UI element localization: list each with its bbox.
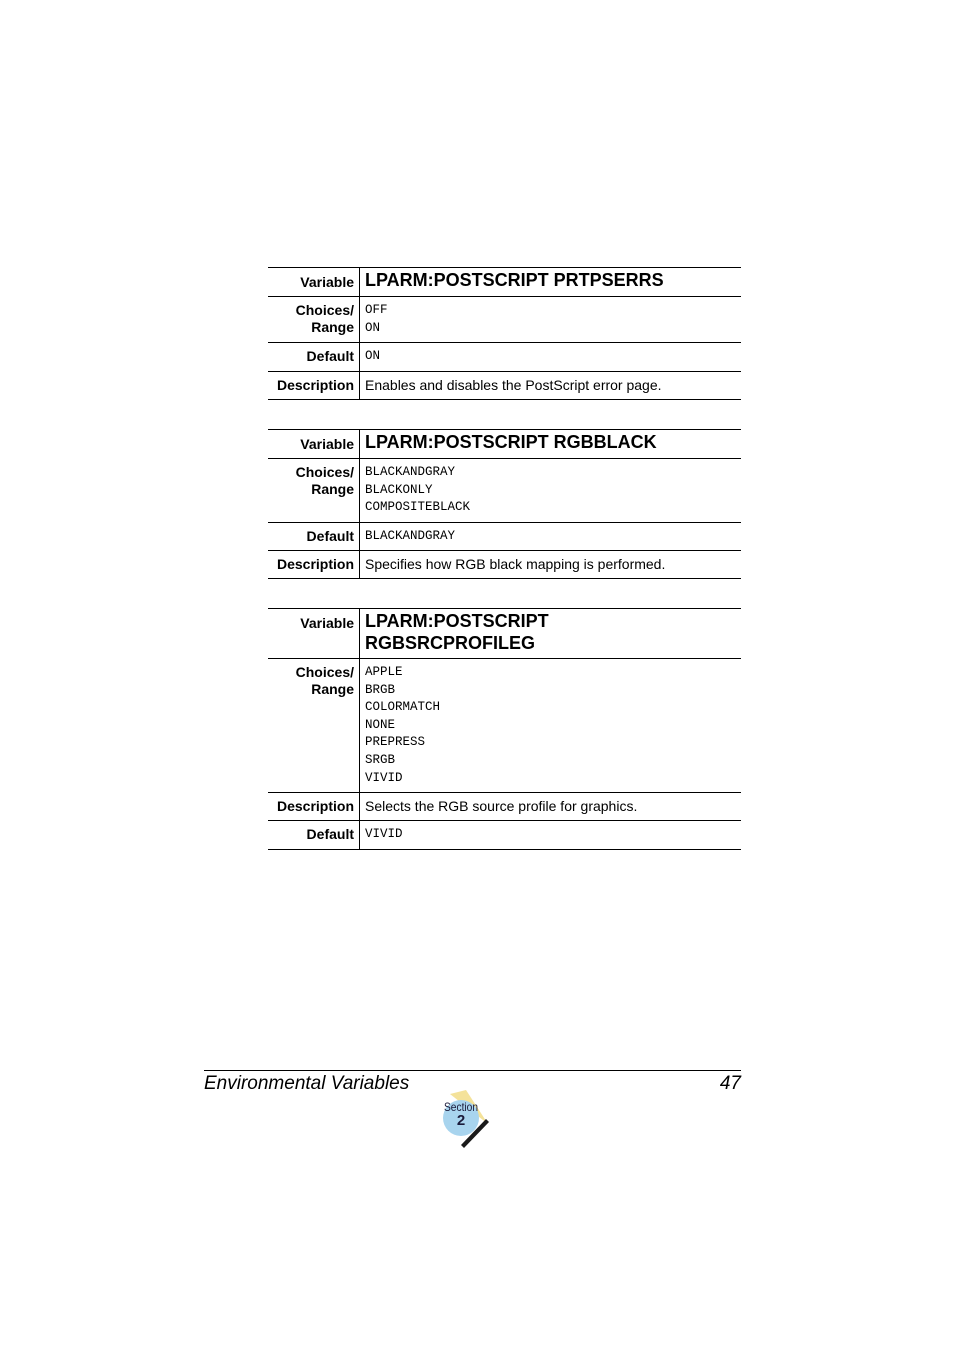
- default-value-text: BLACKANDGRAY: [365, 528, 456, 543]
- page-number: 47: [719, 1073, 741, 1094]
- variable-name-line1: LPARM:POSTSCRIPT: [365, 611, 549, 631]
- variable-table-prtpserrs: [268, 267, 741, 400]
- variable-row: [268, 268, 741, 297]
- variable-row: [268, 430, 741, 459]
- description-label: Description: [268, 793, 360, 821]
- choice-value: COMPOSITEBLACK: [365, 500, 471, 515]
- default-label: Default: [268, 821, 360, 850]
- variable-name: [360, 609, 742, 659]
- choices-values: [360, 297, 742, 343]
- description-row: [268, 551, 741, 579]
- choices-label: [268, 297, 360, 343]
- variable-name-line2: RGBSRCPROFILEG: [365, 633, 536, 653]
- default-value-text: ON: [365, 349, 381, 364]
- default-row: [268, 522, 741, 551]
- section-badge-number: 2: [456, 1112, 466, 1129]
- choice-value: PREPRESS: [365, 735, 426, 750]
- footer-divider: [204, 1070, 741, 1071]
- choice-value: SRGB: [365, 752, 396, 767]
- variable-name: LPARM:POSTSCRIPT PRTPSERRS: [360, 268, 742, 297]
- choices-values: [360, 659, 742, 793]
- variable-label: Variable: [268, 430, 360, 459]
- description-text: Enables and disables the PostScript error page.: [360, 371, 742, 399]
- default-row: [268, 343, 741, 372]
- variable-label: Variable: [268, 609, 360, 659]
- choice-value: BLACKONLY: [365, 482, 433, 497]
- default-value: [360, 522, 742, 551]
- choice-value: COLORMATCH: [365, 700, 441, 715]
- description-row: [268, 371, 741, 399]
- default-value: [360, 821, 742, 850]
- default-row: [268, 821, 741, 850]
- variable-name: LPARM:POSTSCRIPT RGBBLACK: [360, 430, 742, 459]
- choices-label-line1: Choices/: [295, 664, 354, 680]
- choices-label-line2: Range: [311, 481, 354, 497]
- description-text: Selects the RGB source profile for graphics.: [360, 793, 742, 821]
- description-label: Description: [268, 551, 360, 579]
- description-row: [268, 793, 741, 821]
- variable-table-rgbsrcprofileg: [268, 608, 741, 850]
- choice-value: BLACKANDGRAY: [365, 465, 456, 479]
- choices-label-line1: Choices/: [295, 464, 354, 480]
- choices-row: [268, 297, 741, 343]
- description-label: Description: [268, 371, 360, 399]
- choices-values: [360, 459, 742, 523]
- choice-value: OFF: [365, 303, 388, 317]
- variable-table-rgbblack: [268, 429, 741, 579]
- variable-label: Variable: [268, 268, 360, 297]
- choices-row: [268, 459, 741, 523]
- variable-row: [268, 609, 741, 659]
- choices-label-line1: Choices/: [295, 302, 354, 318]
- footer-title: Environmental Variables: [204, 1073, 410, 1094]
- choices-row: [268, 659, 741, 793]
- choices-label: [268, 659, 360, 793]
- default-label: Default: [268, 343, 360, 372]
- choices-label-line2: Range: [311, 681, 354, 697]
- choice-value: VIVID: [365, 770, 403, 785]
- default-value-text: VIVID: [365, 827, 403, 842]
- choice-value: NONE: [365, 717, 396, 732]
- choice-value: ON: [365, 320, 381, 335]
- choices-label-line2: Range: [311, 319, 354, 335]
- description-text: Specifies how RGB black mapping is performed.: [360, 551, 742, 579]
- section-badge-word: Section: [443, 1100, 479, 1114]
- choices-label: [268, 459, 360, 523]
- choice-value: BRGB: [365, 682, 396, 697]
- choice-value: APPLE: [365, 665, 403, 679]
- section-badge: [436, 1088, 492, 1150]
- default-value: [360, 343, 742, 372]
- default-label: Default: [268, 522, 360, 551]
